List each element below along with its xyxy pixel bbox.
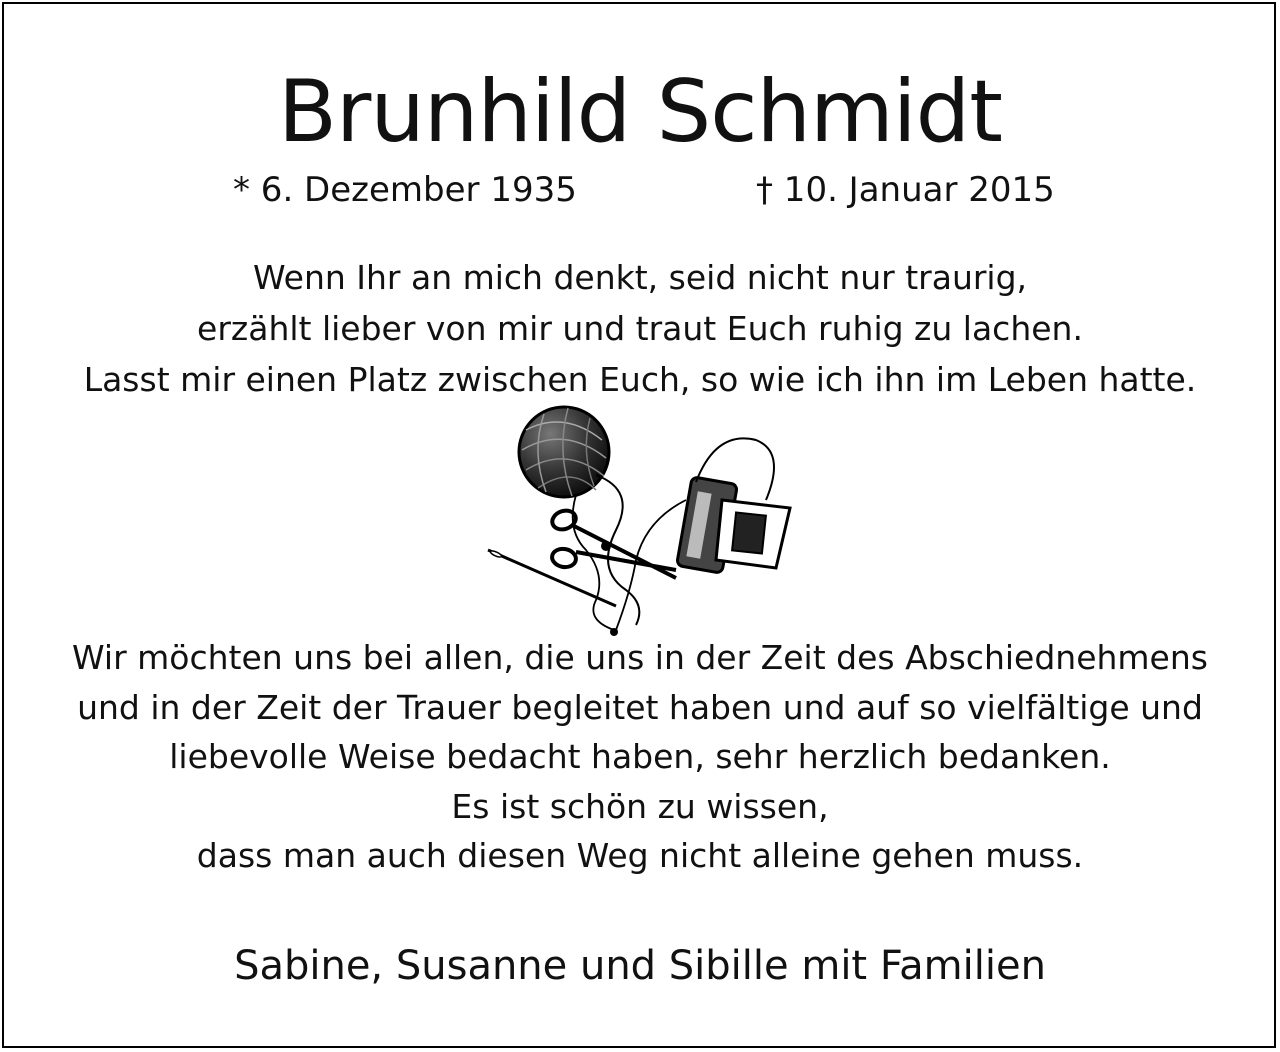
thanks-line: liebevolle Weise bedacht haben, sehr herzlich bedanken. <box>169 737 1111 776</box>
thanks-line: Wir möchten uns bei allen, die uns in der Zeit des Abschiednehmens <box>72 638 1208 677</box>
yarn-scissors-thread-needle-icon <box>486 400 802 640</box>
scissors-icon <box>550 507 676 578</box>
thanks-line: dass man auch diesen Weg nicht alleine gehen muss. <box>196 836 1084 875</box>
poem-line: Wenn Ihr an mich denkt, seid nicht nur traurig, <box>252 258 1028 297</box>
thanks-line: und in der Zeit der Trauer begleitet haben und auf so vielfältige und <box>77 687 1203 727</box>
deceased-name: Brunhild Schmidt <box>278 62 1002 162</box>
thread-spool-icon <box>677 477 790 574</box>
poem-line: Lasst mir einen Platz zwischen Euch, so wie ich ihn im Leben hatte. <box>83 360 1197 399</box>
yarn-ball-icon <box>519 407 609 497</box>
thanks-line: Es ist schön zu wissen, <box>451 786 829 826</box>
poem-line: erzählt lieber von mir und traut Euch ruhig zu lachen. <box>197 309 1083 348</box>
family-signature: Sabine, Susanne und Sibille mit Familien <box>234 943 1046 989</box>
poem <box>40 252 1240 405</box>
thank-you-message <box>40 633 1240 881</box>
death-date: † 10. Januar 2015 <box>756 170 1055 210</box>
birth-date: * 6. Dezember 1935 <box>233 170 577 210</box>
